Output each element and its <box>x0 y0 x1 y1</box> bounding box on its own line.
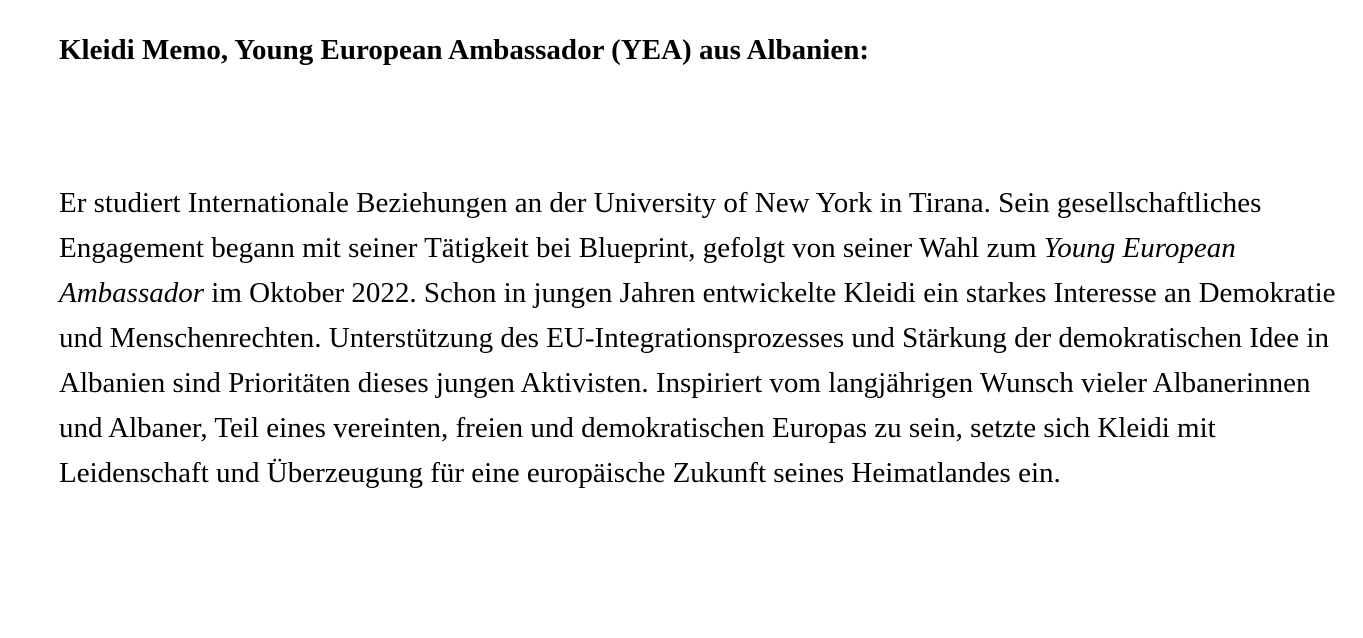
document-heading: Kleidi Memo, Young European Ambassador (YEA) aus Albanien: <box>59 34 869 66</box>
paragraph-text-part-1: Er studiert Internationale Beziehungen an der University of New York in Tirana. Sein gesellschaftliches Engagement begann mit seiner Tätigkeit bei Blueprint, gefolgt von seiner Wahl zum <box>59 187 1262 264</box>
paragraph-emphasis: Young European Ambassador <box>59 232 1236 309</box>
document-paragraph <box>59 181 1349 496</box>
document-page <box>59 26 1349 496</box>
paragraph-text-part-2: im Oktober 2022. Schon in jungen Jahren entwickelte Kleidi ein starkes Interesse an Demokratie und Menschenrechten. Unterstützung des EU-Integrationsprozesses und Stärkung der demokratischen Idee in Albanien sind Prioritäten dieses jungen Aktivisten. Inspiriert vom langjährigen Wunsch vieler Albanerinnen und Albaner, Teil eines vereinten, freien und demokratischen Europas zu sein, setzte sich Kleidi mit Leidenschaft und Überzeugung für eine europäische Zukunft seines Heimatlandes ein. <box>59 277 1336 489</box>
